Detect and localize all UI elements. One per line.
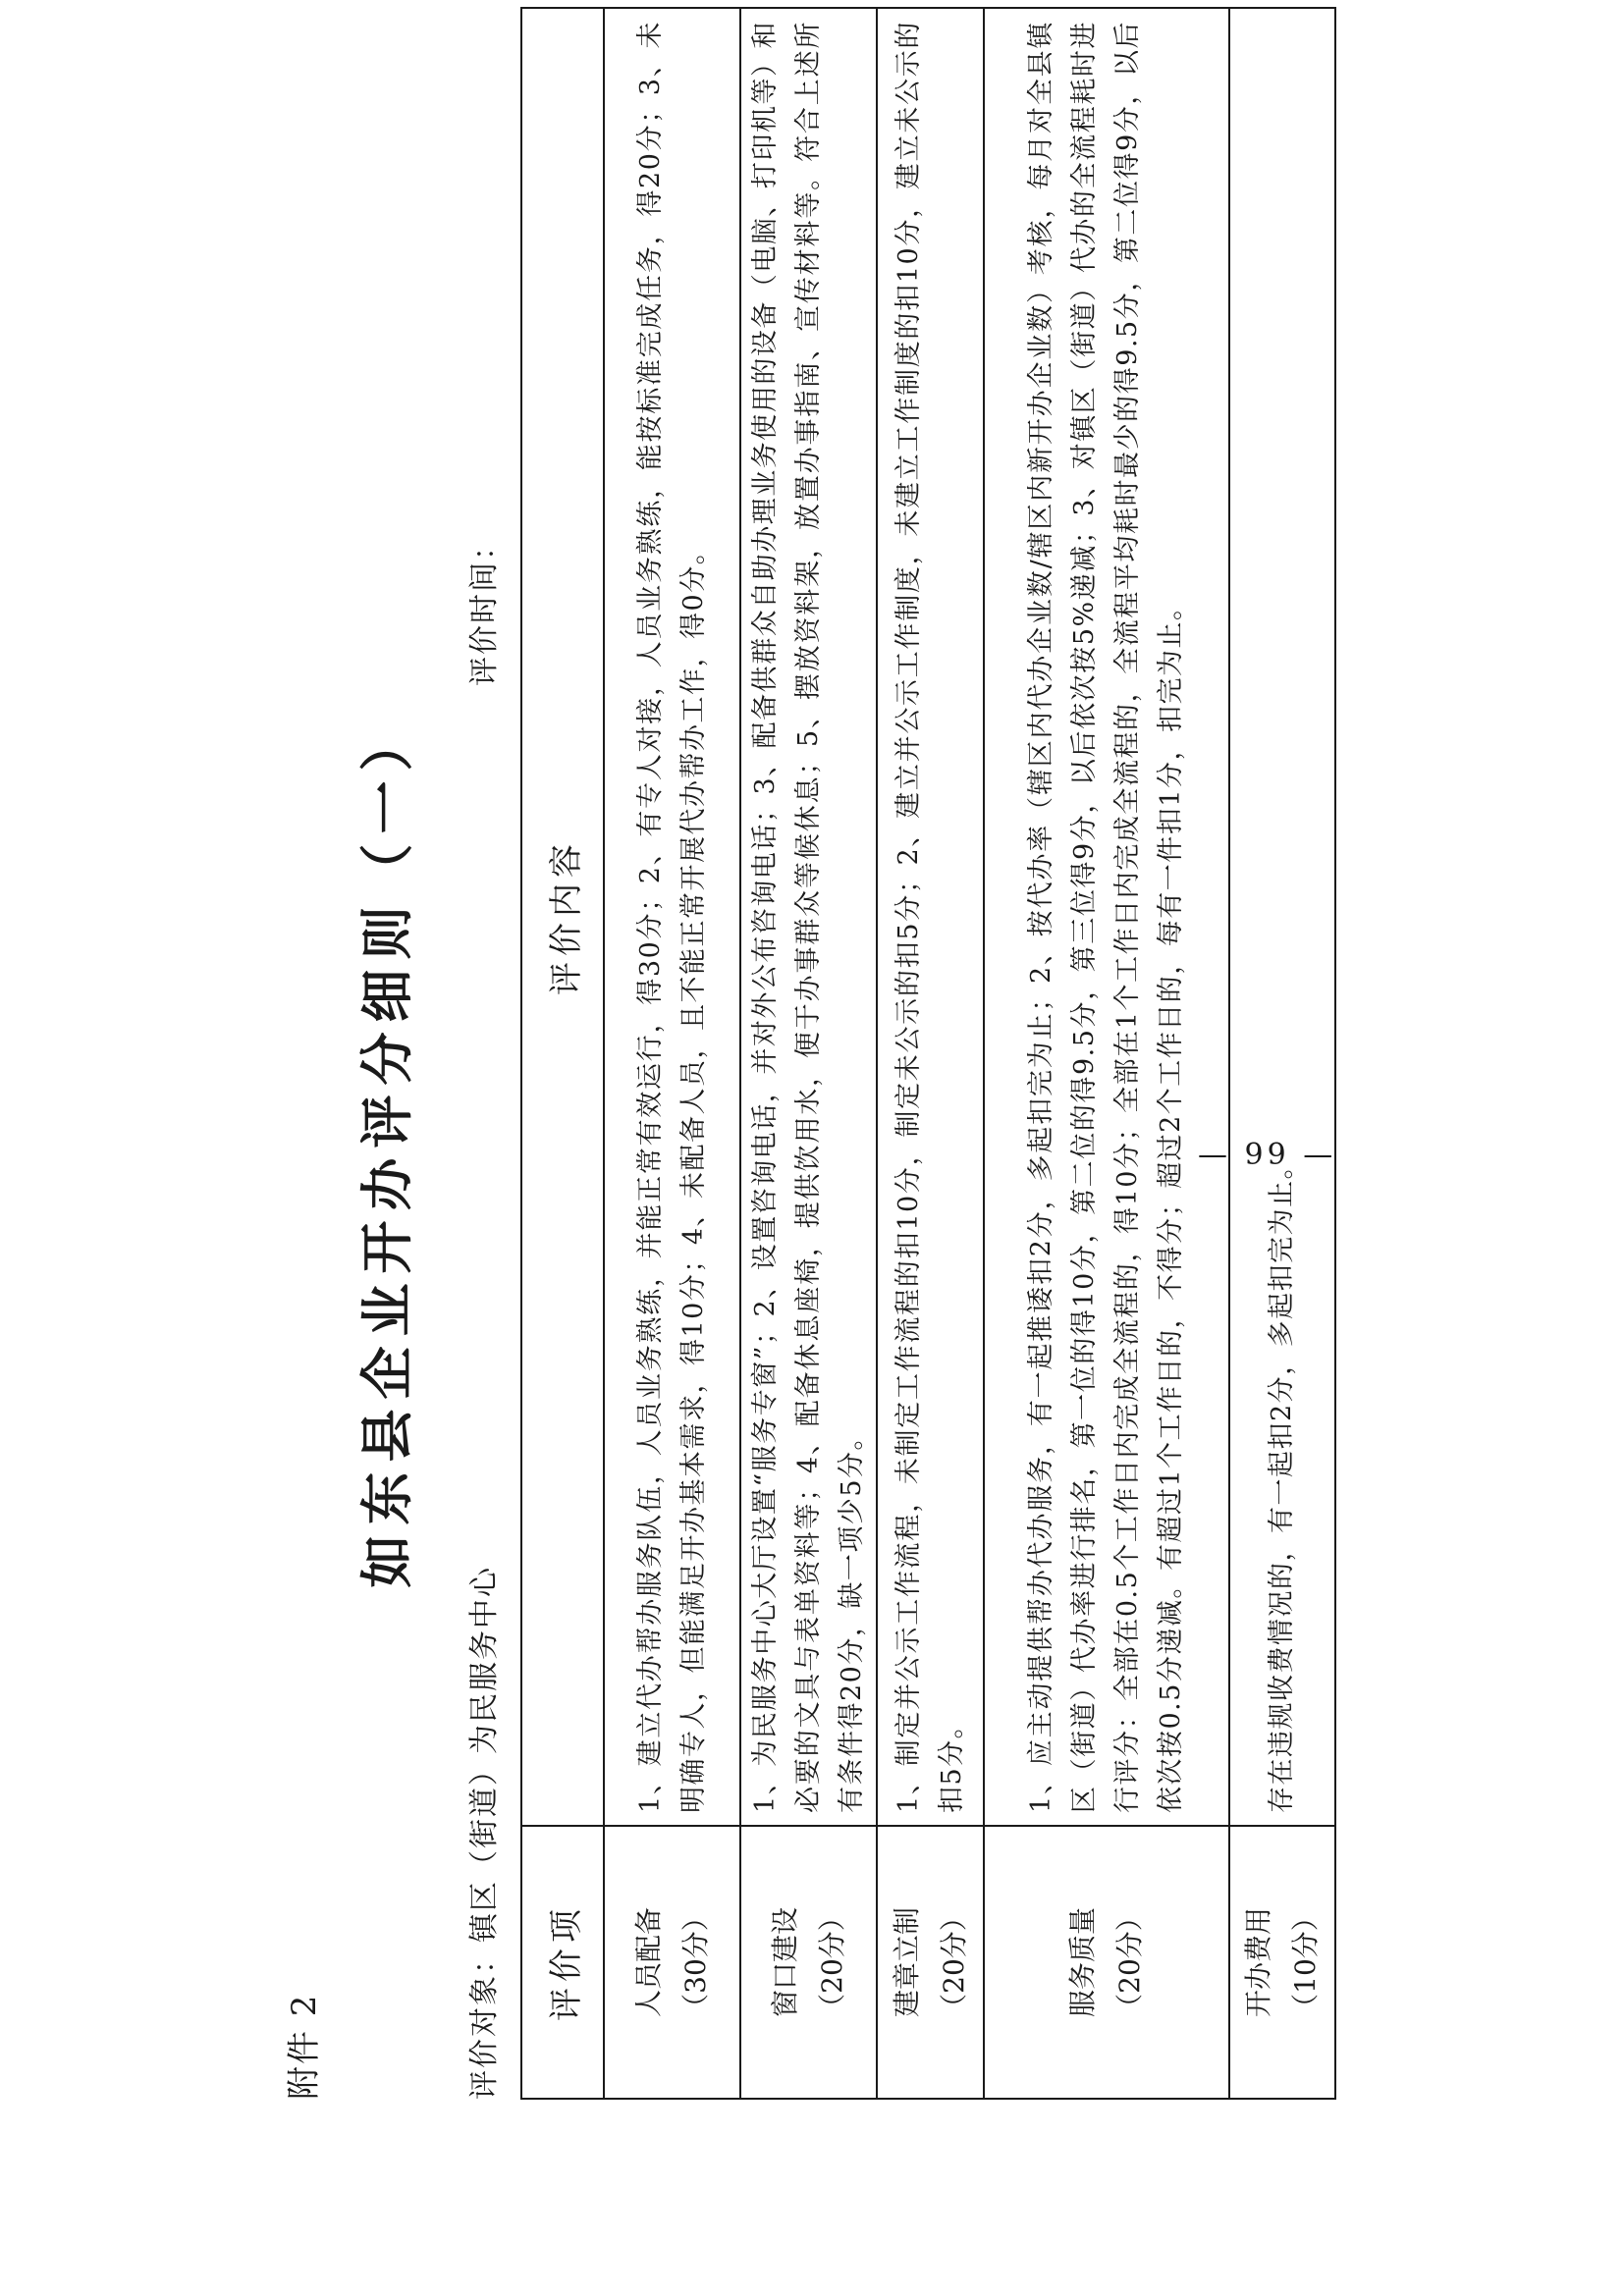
content-cell: 1、应主动提供帮办代办服务，有一起推诿扣2分，多起扣完为止；2、按代办率（辖区内代办企业数/辖区内新开办企业数）考核，每月对全县镇区（街道）代办率进行排名，第一位的得10分，第二位的得9.5分，第三位得9分，以后依次按5%递减；3、对镇区（街道）代办的全流程耗时进行评分：全部在0.5个工作日内完成全流程的，得10分；全部在1个工作日内完成全流程的，全流程平均耗时最少的得9.5分，第二位得9分，以后依次按0.5分递减。有超过1个工作日的，不得分；超过2个工作日的，每有一件扣1分，扣完为止。 (984, 8, 1229, 1826)
item-name: 服务质量 (1066, 1907, 1099, 2018)
header-content: 评价内容 (521, 8, 604, 1826)
attachment-label: 附件 2 (285, 1993, 324, 2100)
item-name: 开办费用 (1242, 1907, 1274, 2018)
content-cell: 存在违规收费情况的，有一起扣2分，多起扣完为止。 (1229, 8, 1335, 1826)
table-row (604, 8, 740, 2099)
table-row (877, 8, 984, 2099)
scoring-table (520, 7, 1336, 2100)
item-score: （10分） (1289, 1903, 1322, 2021)
item-score: （30分） (678, 1903, 712, 2021)
item-cell (1229, 1826, 1335, 2099)
item-name: 窗口建设 (768, 1907, 801, 2018)
table-row (1229, 8, 1335, 2099)
item-cell (740, 1826, 877, 2099)
item-score: （20分） (815, 1903, 848, 2021)
content-cell: 1、制定并公示工作流程，未制定工作流程的扣10分，制定未公示的扣5分；2、建立并公示工作制度，未建立工作制度的扣10分，建立未公示的扣5分。 (877, 8, 984, 1826)
table-row (984, 8, 1229, 2099)
item-score: （20分） (937, 1903, 970, 2021)
content-cell: 1、建立代办帮办服务队伍，人员业务熟练，并能正常有效运行，得30分；2、有专人对接，人员业务熟练，能按标准完成任务，得20分；3、未明确专人，但能满足开办基本需求，得10分；4、未配备人员，且不能正常开展代办帮办工作，得0分。 (604, 8, 740, 1826)
item-score: （20分） (1113, 1903, 1146, 2021)
table-header-row (521, 8, 604, 2099)
evaluation-object: 评价对象：镇区（街道）为民服务中心 (467, 1566, 502, 2100)
item-cell (604, 1826, 740, 2099)
item-cell (877, 1826, 984, 2099)
evaluation-time: 评价时间： (467, 529, 502, 686)
content-cell: 1、为民服务中心大厅设置“服务专窗”；2、设置咨询电话，并对外公布咨询电话；3、配备供群众自助办理业务使用的设备（电脑、打印机等）和必要的文具与表单资料等；4、配备休息座椅，提供饮用水，便于办事群众等候休息；5、摆放资料架，放置办事指南、宣传材料等。符合上述所有条件得20分，缺一项少5分。 (740, 8, 877, 1826)
page-number: — 99 — (1198, 1138, 1337, 1172)
item-name: 人员配备 (631, 1907, 665, 2018)
table-row (740, 8, 877, 2099)
header-item: 评价项 (521, 1826, 604, 2099)
item-name: 建章立制 (890, 1907, 923, 2018)
page-title: 如东县企业开办评分细则（一） (355, 708, 418, 1588)
item-cell (984, 1826, 1229, 2099)
